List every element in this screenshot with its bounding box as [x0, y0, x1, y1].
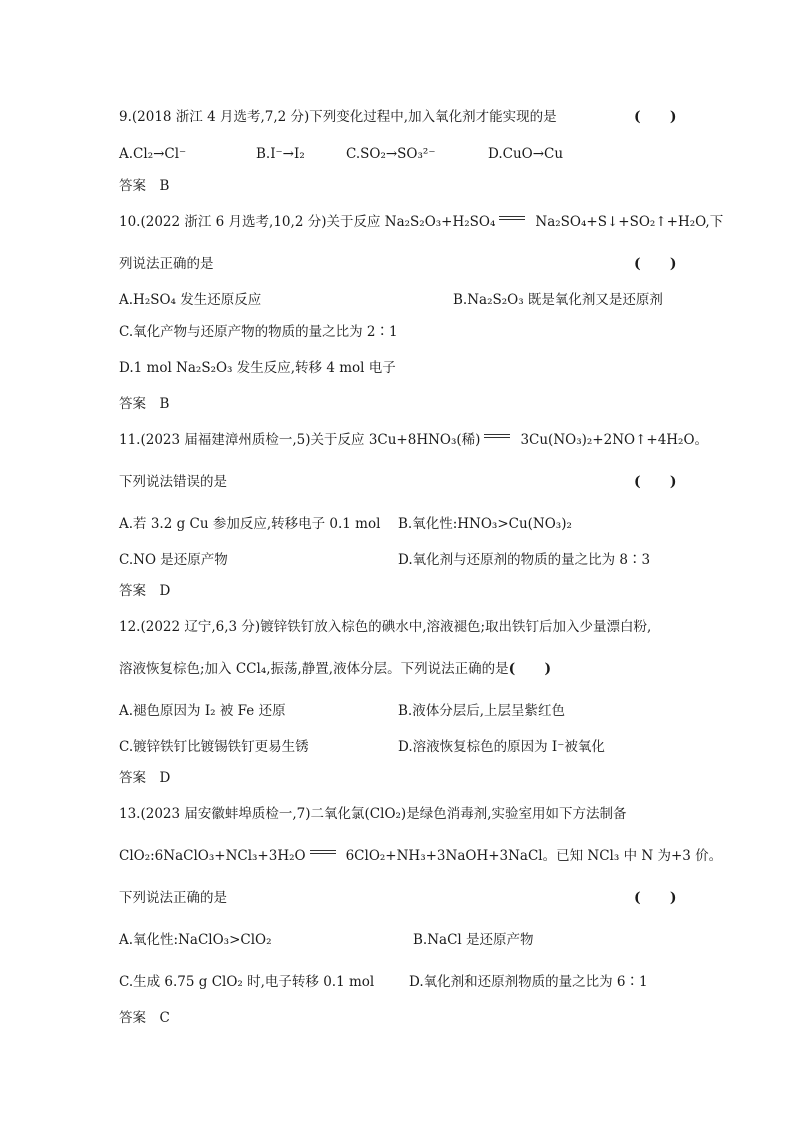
q10-option-c: C.氧化产物与还原产物的物质的量之比为 2∶1 [119, 324, 398, 340]
q9-option-c: C.SO₂→SO₃²⁻ [346, 146, 436, 162]
q11-stem-reactants: 11.(2023 届福建漳州质检一,5)关于反应 3Cu+8HNO₃(稀) [119, 432, 481, 448]
q11-option-d: D.氧化剂与还原剂的物质的量之比为 8∶3 [398, 552, 651, 568]
q10-stem [119, 213, 723, 231]
q9-option-a: A.Cl₂→Cl⁻ [119, 146, 187, 162]
q9-answer: 答案 B [119, 178, 170, 194]
q10-stem-line2: 列说法正确的是 [119, 256, 214, 272]
q11-answer-blank: ( ) [634, 474, 677, 490]
q12-answer: 答案 D [119, 770, 171, 786]
q9-answer-blank: ( ) [634, 109, 677, 125]
q13-option-c: C.生成 6.75 g ClO₂ 时,电子转移 0.1 mol [119, 974, 375, 990]
q10-answer: 答案 B [119, 396, 170, 412]
q11-option-b: B.氧化性:HNO₃>Cu(NO₃)₂ [398, 516, 572, 532]
q10-answer-blank: ( ) [634, 256, 677, 272]
q11-stem-line2: 下列说法错误的是 [119, 474, 227, 490]
q13-option-d: D.氧化剂和还原剂物质的量之比为 6∶1 [409, 974, 648, 990]
q13-stem-products: 6ClO₂+NH₃+3NaOH+3NaCl。已知 NCl₃ 中 N 为+3 价。 [345, 848, 723, 864]
q10-stem-reactants: 10.(2022 浙江 6 月选考,10,2 分)关于反应 Na₂S₂O₃+H₂SO₄ [119, 214, 496, 230]
q11-option-a: A.若 3.2 g Cu 参加反应,转移电子 0.1 mol [119, 516, 381, 532]
q12-option-c: C.镀锌铁钉比镀锡铁钉更易生锈 [119, 739, 309, 755]
q11-equals-sign [484, 434, 510, 438]
q12-option-d: D.溶液恢复棕色的原因为 I⁻被氧化 [398, 739, 605, 755]
q11-option-c: C.NO 是还原产物 [119, 552, 228, 568]
q13-stem-reactants: ClO₂:6NaClO₃+NCl₃+3H₂O [119, 848, 306, 864]
q13-stem-line2 [119, 847, 722, 865]
q13-answer: 答案 C [119, 1010, 170, 1026]
q13-answer-blank: ( ) [634, 890, 677, 906]
q12-stem-line2-text: 溶液恢复棕色;加入 CCl₄,振荡,静置,液体分层。下列说法正确的是 [119, 661, 509, 677]
q11-stem [119, 431, 708, 449]
q12-stem-line2 [119, 660, 551, 678]
q10-option-a: A.H₂SO₄ 发生还原反应 [119, 292, 262, 308]
q13-option-a: A.氧化性:NaClO₃>ClO₂ [119, 932, 272, 948]
q13-stem-line1: 13.(2023 届安徽蚌埠质检一,7)二氧化氯(ClO₂)是绿色消毒剂,实验室用如下方法制备 [119, 806, 627, 822]
q10-option-d: D.1 mol Na₂S₂O₃ 发生反应,转移 4 mol 电子 [119, 360, 396, 376]
q9-option-b: B.I⁻→I₂ [256, 146, 305, 162]
q12-stem-line1: 12.(2022 辽宁,6,3 分)镀锌铁钉放入棕色的碘水中,溶液褪色;取出铁钉后加入少量漂白粉, [119, 619, 652, 635]
q10-stem-products: Na₂SO₄+S↓+SO₂↑+H₂O,下 [535, 214, 724, 230]
q13-option-b: B.NaCl 是还原产物 [413, 932, 534, 948]
q11-answer: 答案 D [119, 583, 171, 599]
q12-option-b: B.液体分层后,上层呈紫红色 [398, 703, 566, 719]
q11-stem-products: 3Cu(NO₃)₂+2NO↑+4H₂O。 [520, 432, 709, 448]
q12-answer-blank: ( ) [508, 661, 552, 677]
q10-equals-sign [499, 216, 525, 220]
q13-equals-sign [310, 850, 336, 854]
q13-stem-line3: 下列说法正确的是 [119, 890, 227, 906]
q12-option-a: A.褪色原因为 I₂ 被 Fe 还原 [119, 703, 286, 719]
q9-stem: 9.(2018 浙江 4 月选考,7,2 分)下列变化过程中,加入氧化剂才能实现的是 [119, 109, 557, 125]
q9-option-d: D.CuO→Cu [488, 146, 564, 162]
q10-option-b: B.Na₂S₂O₃ 既是氧化剂又是还原剂 [453, 292, 663, 308]
